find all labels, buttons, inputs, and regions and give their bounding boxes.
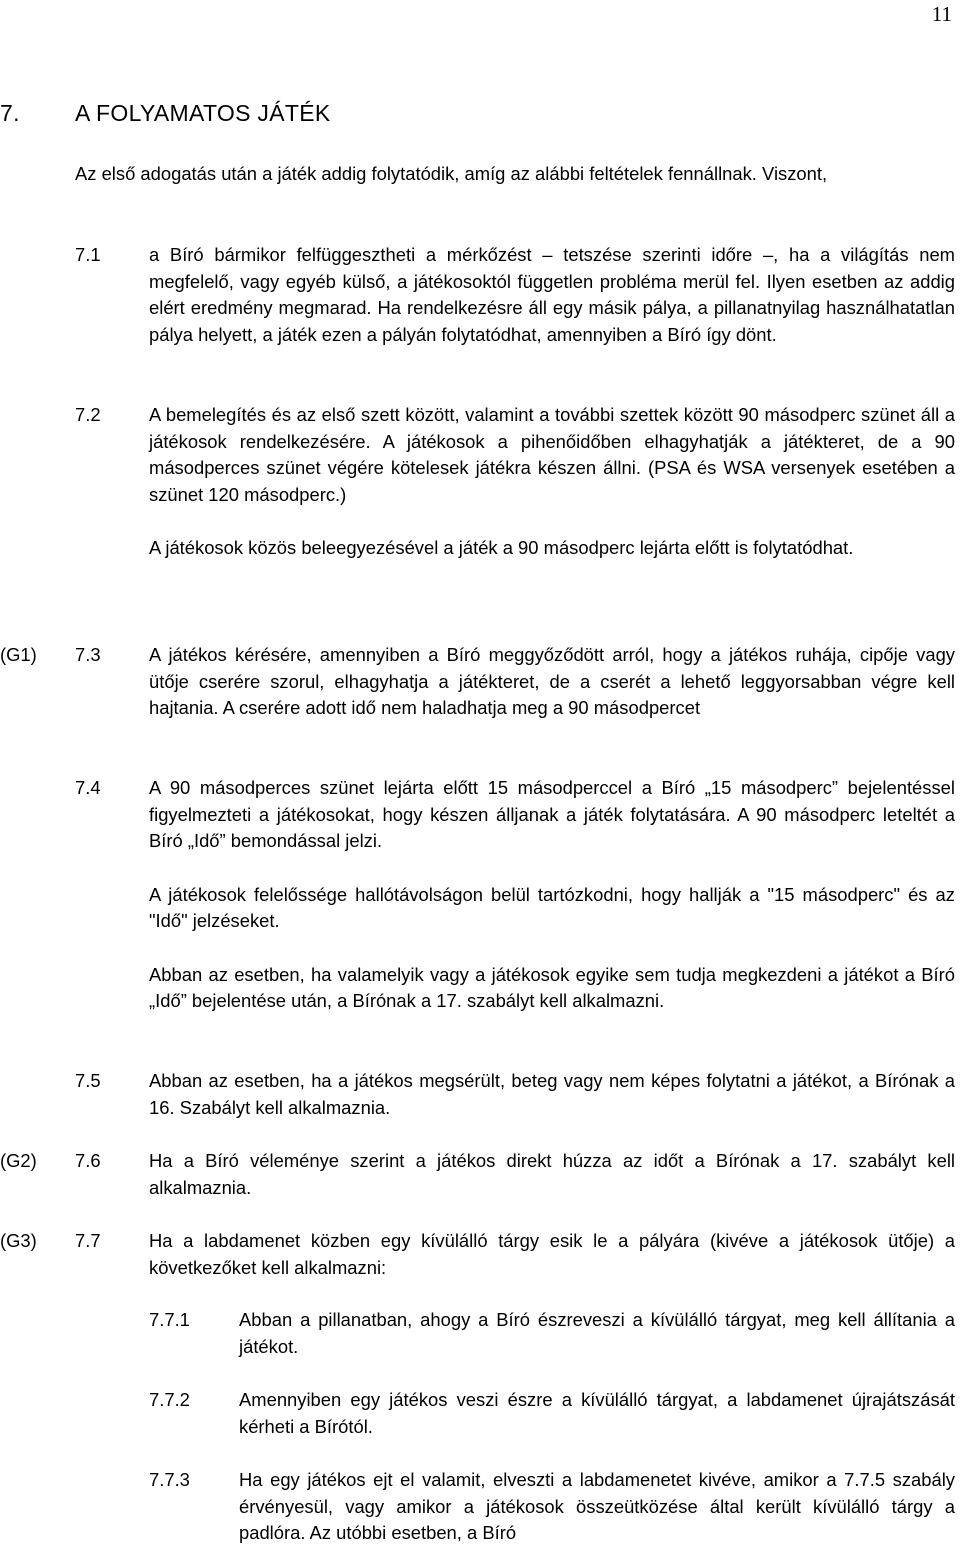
rule-body <box>149 1148 955 1228</box>
rule-paragraph: Ha a labdamenet közben egy kívülálló tárgy esik le a pályára (kivéve a játékosok ütője) a következőket kell alkalmazni: <box>149 1230 955 1278</box>
rule-number: 7.5 <box>75 1070 101 1091</box>
rule-body <box>149 775 955 1042</box>
rule-paragraph: A bemelegítés és az első szett között, valamint a további szettek között 90 másodperc szünet áll a játékosok rendelkezésére. A játékosok a pihenőidőben elhagyhatják a játékteret, de a 90 másodperces szünet végére kötelesek játékra készen állni. (PSA és WSA versenyek esetében a szünet 120 másodperc.) <box>149 404 955 505</box>
subrule-number: 7.7.1 <box>149 1309 190 1330</box>
intro-paragraph: Az első adogatás után a játék addig folytatódik, amíg az alábbi feltételek fennállnak. Viszont, <box>75 163 828 184</box>
rule-paragraph: a Bíró bármikor felfüggesztheti a mérkőzést – tetszése szerinti időre –, ha a világítás nem megfelelő, vagy egyéb külső, a játékosoktól független probléma merül fel. Ilyen esetben az addig elért eredmény megmarad. Ha rendelkezésre áll egy másik pálya, a pillanatnyilag használhatatlan pálya helyett, a játék ezen a pályán folytatódhat, amennyiben a Bíró így dönt. <box>149 244 955 345</box>
rule-number: 7.4 <box>75 777 101 798</box>
subrule-text: Ha egy játékos ejt el valamit, elveszti a labdamenetet kivéve, amikor a 7.7.5 szabály érvényesül, vagy amikor a játékosok összeütközése által került kívülálló tárgy a padlóra. Az utóbbi esetben, a Bíró <box>239 1469 955 1543</box>
rule-number: 7.7 <box>75 1230 101 1251</box>
rule-paragraph: A 90 másodperces szünet lejárta előtt 15 másodperccel a Bíró „15 másodperc” bejelentéssel figyelmezteti a játékosokat, hogy készen álljanak a játék folytatására. A 90 másodperc leteltét a Bíró „Idő” bemondással jelzi. <box>149 777 955 851</box>
rule-body <box>149 242 955 375</box>
rule-number: 7.2 <box>75 404 101 425</box>
rule-body <box>149 1228 955 1308</box>
rule-number: 7.1 <box>75 244 101 265</box>
section-title: A FOLYAMATOS JÁTÉK <box>75 100 331 126</box>
rule-paragraph: Abban az esetben, ha a játékos megsérült, beteg vagy nem képes folytatni a játékot, a Bírónak a 16. Szabályt kell alkalmaznia. <box>149 1070 955 1118</box>
subrule-number: 7.7.2 <box>149 1389 190 1410</box>
rule-paragraph: A játékosok közös beleegyezésével a játék a 90 másodperc lejárta előtt is folytatódhat. <box>149 537 854 558</box>
subrule-text: Amennyiben egy játékos veszi észre a kívülálló tárgyat, a labdamenet újrajátszását kérheti a Bírótól. <box>239 1389 955 1437</box>
rule-paragraph: Abban az esetben, ha valamelyik vagy a játékosok egyike sem tudja megkezdeni a játékot a Bíró „Idő” bejelentése után, a Bírónak a 17. szabályt kell alkalmazni. <box>149 963 955 1011</box>
rule-tag: (G2) <box>0 1150 37 1171</box>
page-number: 11 <box>931 2 952 26</box>
rule-body <box>149 642 955 749</box>
subrule-number: 7.7.3 <box>149 1469 190 1490</box>
rule-paragraph: A játékos kérésére, amennyiben a Bíró meggyőződött arról, hogy a játékos ruhája, cipője vagy ütője cserére szorul, elhagyhatja a játékteret, de a cserét a lehető leggyorsabban végre kell hajtania. A cserére adott idő nem haladhatja meg a 90 másodpercet <box>149 644 955 718</box>
rule-tag: (G1) <box>0 644 37 665</box>
section-number: 7. <box>0 100 20 126</box>
rule-number: 7.3 <box>75 644 101 665</box>
rule-number: 7.6 <box>75 1150 101 1171</box>
rule-body <box>149 402 955 589</box>
rule-paragraph: Ha a Bíró véleménye szerint a játékos direkt húzza az időt a Bírónak a 17. szabályt kell alkalmaznia. <box>149 1150 955 1198</box>
rule-paragraph: A játékosok felelőssége hallótávolságon belül tartózkodni, hogy hallják a "15 másodperc" és az "Idő" jelzéseket. <box>149 883 955 931</box>
subrule-text: Abban a pillanatban, ahogy a Bíró észreveszi a kívülálló tárgyat, meg kell állítania a játékot. <box>239 1309 955 1357</box>
rule-tag: (G3) <box>0 1230 37 1251</box>
rule-body <box>149 1068 955 1148</box>
